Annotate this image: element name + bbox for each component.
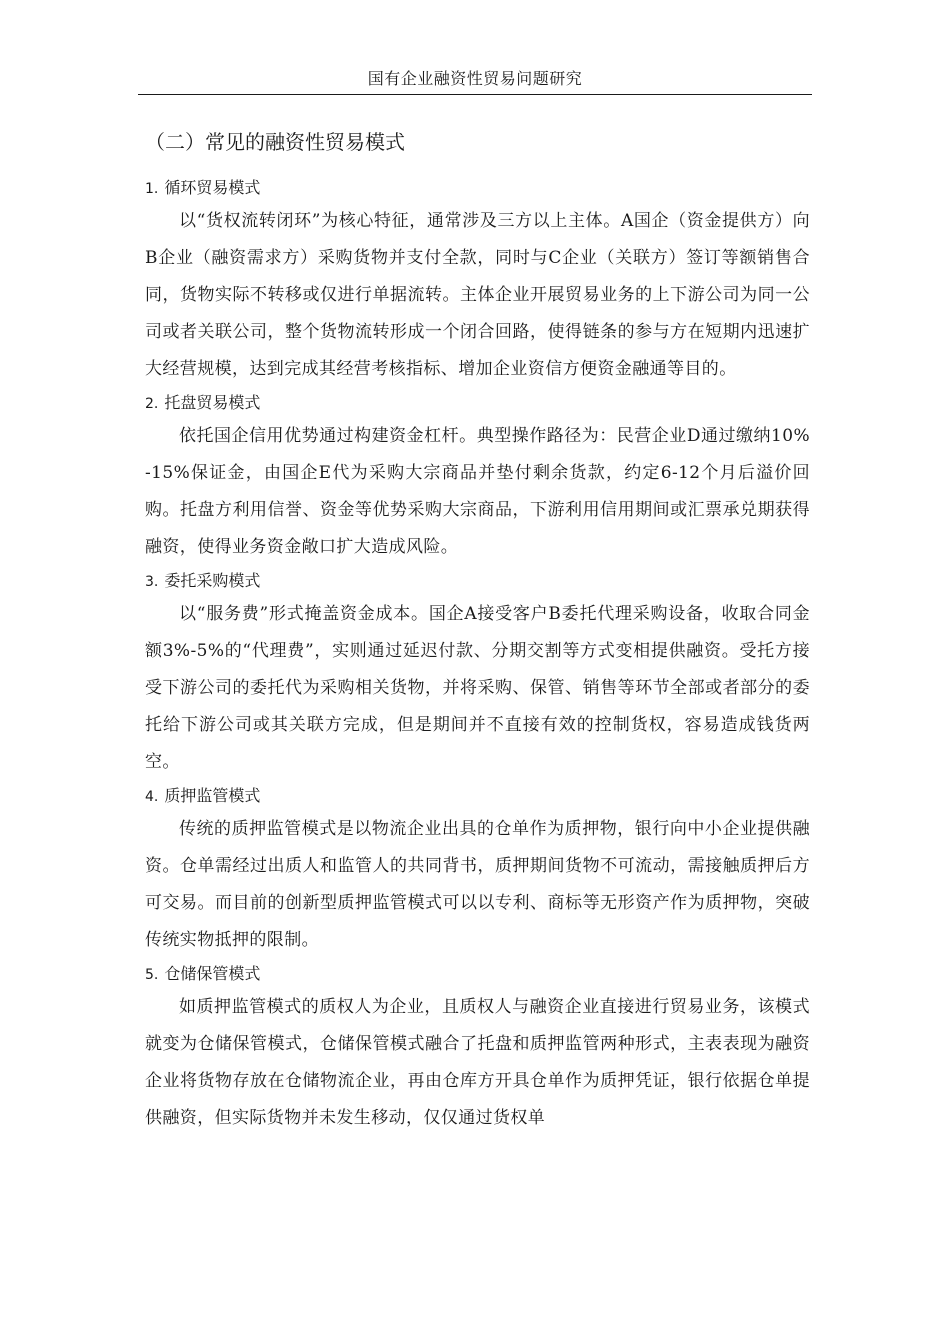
subsection-number: 3. <box>145 574 159 590</box>
subsection-heading <box>145 173 810 203</box>
subsection-title: 委托采购模式 <box>164 571 261 590</box>
mode-pallet-trade <box>145 388 810 566</box>
subsection-paragraph: 以“货权流转闭环”为核心特征，通常涉及三方以上主体。A国企（资金提供方）向B企业（融资需求方）采购货物并支付全款，同时与C企业（关联方）签订等额销售合同，货物实际不转移或仅进行单据流转。主体企业开展贸易业务的上下游公司为同一公司或者关联公司，整个货物流转形成一个闭合回路，使得链条的参与方在短期内迅速扩大经营规模，达到完成其经营考核指标、增加企业资信方便资金融通等目的。 <box>145 211 810 379</box>
subsection-number: 4. <box>145 789 159 805</box>
subsection-paragraph: 依托国企信用优势通过构建资金杠杆。典型操作路径为：民营企业D通过缴纳10%-15%保证金，由国企E代为采购大宗商品并垫付剩余货款，约定6-12个月后溢价回购。托盘方利用信誉、资金等优势采购大宗商品，下游利用信用期间或汇票承兑期获得融资，使得业务资金敞口扩大造成风险。 <box>145 426 810 557</box>
mode-pledge-supervision <box>145 781 810 959</box>
header-rule <box>138 94 812 95</box>
document-body <box>145 124 810 1137</box>
subsection-heading <box>145 388 810 418</box>
subsection-title: 托盘贸易模式 <box>164 393 261 412</box>
subsection-number: 5. <box>145 967 159 983</box>
mode-entrusted-procurement <box>145 566 810 781</box>
subsection-heading <box>145 781 810 811</box>
subsection-title: 仓储保管模式 <box>164 964 261 983</box>
subsection-heading <box>145 566 810 596</box>
subsection-paragraph: 传统的质押监管模式是以物流企业出具的仓单作为质押物，银行向中小企业提供融资。仓单需经过出质人和监管人的共同背书，质押期间货物不可流动，需接触质押后方可交易。而目前的创新型质押监管模式可以以专利、商标等无形资产作为质押物，突破传统实物抵押的限制。 <box>145 819 810 950</box>
running-header-title: 国有企业融资性贸易问题研究 <box>367 69 583 88</box>
subsection-number: 2. <box>145 396 159 412</box>
subsection-title: 质押监管模式 <box>164 786 261 805</box>
subsection-number: 1. <box>145 181 159 197</box>
subsection-heading <box>145 959 810 989</box>
mode-circular-trade <box>145 173 810 388</box>
subsection-paragraph: 如质押监管模式的质权人为企业，且质权人与融资企业直接进行贸易业务，该模式就变为仓储保管模式，仓储保管模式融合了托盘和质押监管两种形式，主表表现为融资企业将货物存放在仓储物流企业，再由仓库方开具仓单作为质押凭证，银行依据仓单提供融资，但实际货物并未发生移动，仅仅通过货权单 <box>145 997 810 1128</box>
subsection-paragraph: 以“服务费”形式掩盖资金成本。国企A接受客户B委托代理采购设备，收取合同金额3%-5%的“代理费”，实则通过延迟付款、分期交割等方式变相提供融资。受托方接受下游公司的委托代为采购相关货物，并将采购、保管、销售等环节全部或者部分的委托给下游公司或其关联方完成，但是期间并不直接有效的控制货权，容易造成钱货两空。 <box>145 604 810 772</box>
subsection-title: 循环贸易模式 <box>164 178 261 197</box>
section-title: （二）常见的融资性贸易模式 <box>145 130 405 154</box>
mode-warehouse-custody <box>145 959 810 1137</box>
